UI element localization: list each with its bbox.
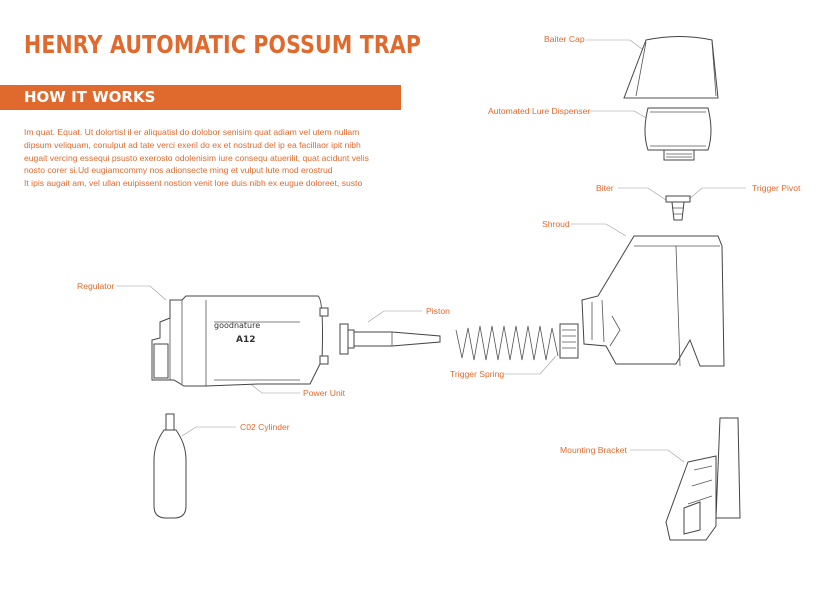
trigger-spring — [456, 324, 578, 360]
lure-dispenser — [645, 108, 711, 160]
piston — [340, 324, 440, 354]
co2-cylinder — [154, 414, 186, 518]
label-piston: Piston — [426, 306, 450, 316]
body-line: dipsum veliquam, conulput ad tate verci exeril do ex et nostrud del ip ea facillaor ipit nibh — [24, 139, 361, 150]
power-unit-branding: goodnature — [214, 321, 261, 330]
trigger-pivot — [666, 196, 690, 220]
label-power-unit: Power Unit — [303, 388, 346, 398]
section-heading: HOW IT WORKS — [24, 88, 156, 106]
body-line: Im quat. Equat. Ut dolortisl il er aliquatisl do dolobor senisim quat adiam vel utem nullam — [24, 127, 360, 137]
body-line: It ipis augait am, vel ullan euipissent nostion venit lore duis nibh ex eugue doloreet, susto — [24, 178, 363, 189]
label-biter: Biter — [596, 183, 614, 193]
label-baiter-cap: Baiter Cap — [544, 34, 585, 44]
label-co2-cylinder: C02 Cylinder — [240, 422, 290, 432]
body-line: nosto corer si.Ud eugiamcommy nos adionsecte ming et vulput lute mod erostrud — [24, 165, 333, 176]
body-line: eugait vercing essequi psusto exerosto odolenisim iure consequ atuerilit, quat acidunt velis — [24, 152, 369, 163]
label-regulator: Regulator — [77, 281, 115, 291]
label-shroud: Shroud — [542, 219, 570, 229]
label-trigger-spring: Trigger Spring — [450, 369, 505, 379]
label-trigger-pivot: Trigger Pivot — [752, 183, 801, 193]
label-mounting-bracket: Mounting Bracket — [560, 445, 627, 455]
label-lure-dispenser: Automated Lure Dispenser — [488, 106, 591, 116]
power-unit-model: A12 — [236, 335, 256, 345]
page-title: HENRY AUTOMATIC POSSUM TRAP — [24, 30, 422, 59]
shroud — [582, 236, 724, 366]
mounting-bracket — [666, 418, 740, 540]
